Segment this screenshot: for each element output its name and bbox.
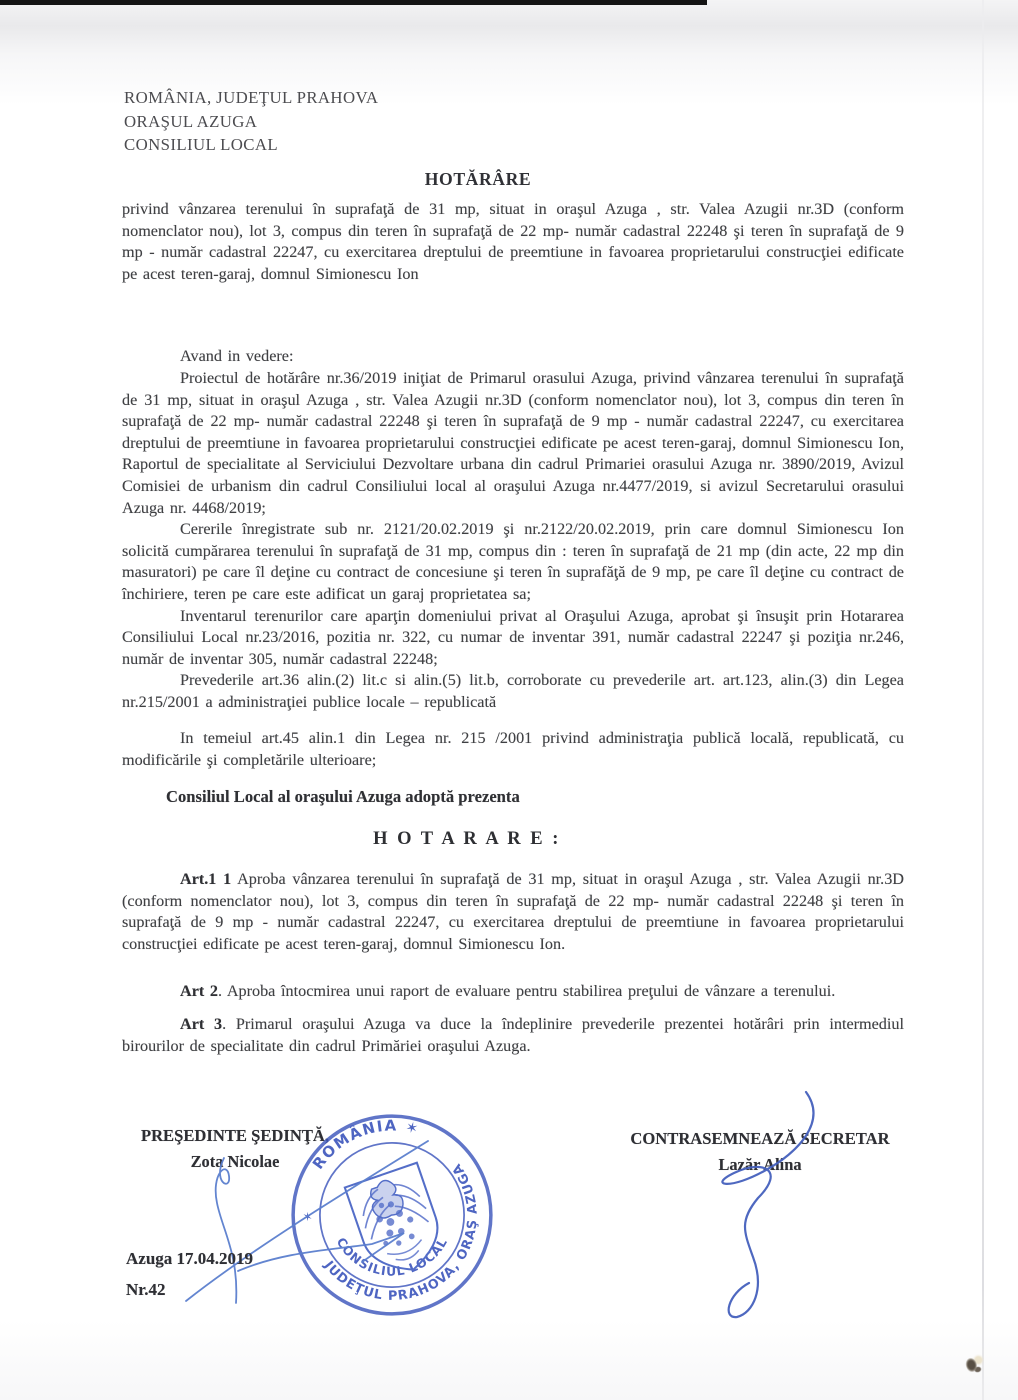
secretary-name: Lazăr Alina [718, 1155, 802, 1174]
article-2-label: Art 2 [180, 982, 219, 1000]
article-1-text: Aproba vânzarea terenului în suprafaţă de 31 mp, situat in oraşul Azuga , str. Valea Azugii nr.3D (conform nomenclator nou), lot 3, compus din teren în suprafaţă de 22 mp- număr cadastral 22248 şi teren în suprafaţă de 9 mp - număr cadastral 22247, cu exercitarea dreptului de preemtiune in favoarea proprietarului construcţiei edificate pe acest teren-garaj, domnul Simionescu Ion. [122, 870, 904, 953]
recital-paragraph: Inventarul terenurilor care aparţin domeniului privat al Oraşului Azuga, aprobat şi însuşit prin Hotararea Consiliului Local nr.23/2016, pozitia nr. 322, cu numar de inventar 391, număr cadastral 22247 şi poziţia nr.246, număr de inventar 305, număr cadastral 22248; [122, 606, 904, 668]
place-and-date: Azuga 17.04.2019 [126, 1249, 254, 1268]
stamp-council-text: CONSILIUL LOCAL [333, 1235, 451, 1279]
secretary-signature-block [612, 1129, 908, 1175]
decision-number: Nr.42 [126, 1280, 166, 1299]
letterhead-city: ORAŞUL AZUGA [124, 111, 258, 131]
article-3-label: Art 3 [180, 1015, 223, 1033]
adoption-line: Consiliul Local al oraşului Azuga adoptă prezenta [166, 787, 520, 806]
article-1 [122, 869, 904, 955]
scan-fold-line [982, 0, 984, 1400]
decision-heading: H O T A R A R E : [373, 829, 561, 849]
stamp-country-text: ROMÂNIA ✶ [308, 1116, 422, 1173]
article-2 [122, 981, 904, 1003]
secretary-role: CONTRASEMNEAZĂ SECRETAR [630, 1129, 890, 1148]
letterhead-council: CONSILIUL LOCAL [124, 135, 279, 155]
letterhead [124, 86, 378, 157]
president-name: Zota Nicolae [190, 1152, 280, 1171]
article-2-text: . Aproba întocmirea unui raport de evaluare pentru stabilirea preţului de vânzare a terenului. [218, 982, 836, 1000]
president-role: PREŞEDINTE ŞEDINŢĂ, [140, 1126, 330, 1145]
letterhead-country-county: ROMÂNIA, JUDEŢUL PRAHOVA [124, 88, 379, 107]
ink-smudge-artifact [959, 1345, 992, 1381]
recital-paragraph: Cererile înregistrate sub nr. 2121/20.02.2019 şi nr.2122/20.02.2019, prin care domnul Simionescu Ion solicită cumpărarea terenului în suprafaţă de 31 mp, compus din : teren în suprafaţă de 21 mp (din acte, 22 mp din masuratori) pe care îl deţine cu contract de concesiune şi teren în suprafăţă de 9 mp, pe care îl deţine cu contract de închiriere, teren pe care este adificat un garaj proprietatea sa; [122, 520, 904, 603]
having-regard-label: Avand in vedere: [180, 347, 294, 365]
article-3 [122, 1014, 904, 1057]
legal-basis-paragraph: In temeiul art.45 alin.1 din Legea nr. 215 /2001 privind administraţia publică locală, republicată, cu modificările şi completările ulterioare; [122, 729, 904, 769]
recital-paragraph: Prevederile art.36 alin.(2) lit.c si alin.(5) lit.b, corroborate cu prevederile art. art.123, alin.(3) din Legea nr.215/2001 a administraţiei publice locale – republicată [122, 671, 904, 711]
recitals-section [122, 368, 904, 714]
article-1-label: Art.1 1 [180, 870, 232, 888]
council-round-stamp [289, 1112, 495, 1318]
preamble-paragraph: privind vânzarea terenului în suprafaţă de 31 mp, situat in oraşul Azuga , str. Valea Azugii nr.3D (conform nomenclator nou), lot 3, compus din teren în suprafaţă de 22 mp- număr cadastral 22248 şi teren în suprafaţă de 9 mp - număr cadastral 22247, cu exercitarea dreptului de preemtiune in favoarea proprietarului construcţiei edificate pe acest teren-garaj, domnul Simionescu Ion [122, 200, 904, 283]
stamp-star-icon: ✶ [302, 1210, 313, 1225]
secretary-handwritten-signature [722, 1092, 813, 1317]
article-3-text: . Primarul oraşului Azuga va duce la îndeplinire prevederile prezentei hotărâri prin intermediul birourilor de specialitate din cadrul Primăriei oraşului Azuga. [122, 1015, 904, 1055]
recital-paragraph: Proiectul de hotărâre nr.36/2019 iniţiat de Primarul orasului Azuga, privind vânzarea terenului în suprafaţă de 31 mp, situat in oraşul Azuga , str. Valea Azugii nr.3D (conform nomenclator nou), lot 3, compus din teren în suprafaţă de 22 mp- număr cadastral 22248 şi teren în suprafaţă de 9 mp - număr cadastral 22247, cu exercitarea dreptului de preemtiune in favoarea proprietarului construcţiei edificate pe acest teren-garaj, domnul Simionescu Ion, Raportul de specialitate al Serviciului Dezvoltare urbana din cadrul Primariei orasului Azuga nr. 3890/2019, Avizul Comisiei de urbanism din cadrul Consiliului local al oraşului Azuga nr.4477/2019, si avizul Secretarului orasului Azuga nr. 4468/2019; [122, 369, 904, 517]
stamp-county-city-text: JUDEŢUL PRAHOVA, ORAŞ AZUGA [320, 1160, 481, 1304]
footer-block [126, 1243, 253, 1305]
scan-edge-artifact-top [0, 0, 707, 5]
document-title: HOTĂRÂRE [424, 169, 532, 189]
